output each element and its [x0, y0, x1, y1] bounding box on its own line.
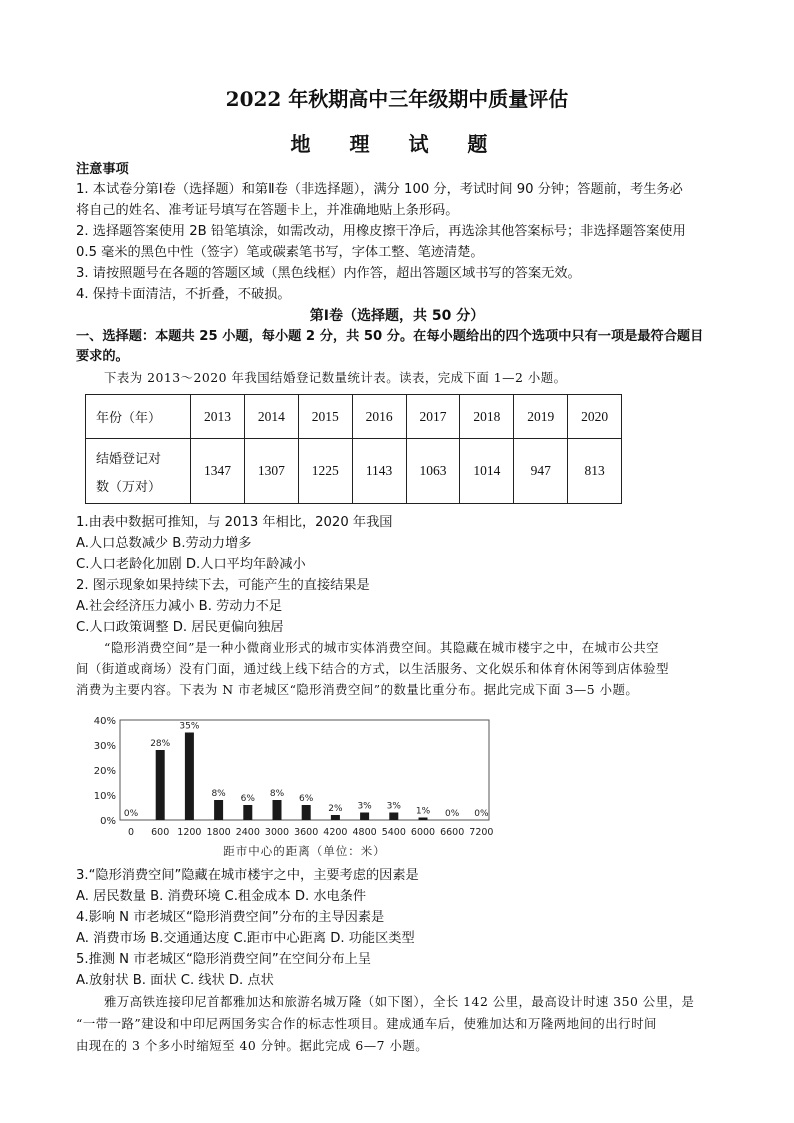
bar — [273, 800, 282, 820]
notice-line: 3. 请按照题号在各题的答题区域（黑色线框）内作答，超出答题区域书写的答案无效。 — [76, 266, 581, 281]
bar — [214, 800, 223, 820]
q1-stem: 1.由表中数据可推知，与 2013 年相比，2020 年我国 — [76, 515, 393, 530]
bar — [389, 813, 398, 821]
bar — [185, 733, 194, 821]
bar-value-label: 3% — [357, 801, 372, 812]
q2-options: C.人口政策调整 D. 居民更偏向独居 — [76, 620, 284, 635]
table-cell-value: 1225 — [298, 439, 352, 504]
table-cell-value: 1063 — [406, 439, 460, 504]
x-tick-label: 6600 — [440, 827, 465, 838]
bar-value-label: 2% — [328, 804, 343, 814]
bar-value-label: 0% — [474, 809, 489, 819]
notice-line: 0.5 毫米的黑色中性（签字）笔或碳素笔书写，字体工整、笔迹清楚。 — [76, 245, 484, 260]
table-cell-year: 2018 — [460, 395, 514, 439]
x-axis-label: 距市中心的距离（单位：米） — [223, 844, 386, 858]
y-tick-label: 40% — [93, 716, 116, 727]
q2-options: A.社会经济压力减小 B. 劳动力不足 — [76, 599, 283, 614]
bar-value-label: 28% — [150, 739, 171, 749]
table-cell-year: 2019 — [514, 395, 568, 439]
x-tick-label: 7200 — [469, 827, 494, 838]
x-tick-label: 600 — [151, 827, 170, 838]
table-header-year: 年份（年） — [86, 395, 191, 439]
q1-options: A.人口总数减少 B.劳动力增多 — [76, 536, 252, 551]
x-tick-label: 1200 — [177, 827, 202, 838]
q3-stem: 3.“隐形消费空间”隐藏在城市楼宇之中，主要考虑的因素是 — [76, 868, 419, 883]
passage-2: “隐形消费空间”是一种小微商业形式的城市实体消费空间。其隐藏在城市楼宇之中，在城市公共空 — [104, 640, 660, 655]
table-cell-value: 1347 — [191, 439, 245, 504]
table-cell-value: 1014 — [460, 439, 514, 504]
table-cell-year: 2016 — [352, 395, 406, 439]
q5-stem: 5.推测 N 市老城区“隐形消费空间”在空间分布上呈 — [76, 952, 372, 967]
passage-2: 消费为主要内容。下表为 N 市老城区“隐形消费空间”的数量比重分布。据此完成下面 3—5 小题。 — [76, 682, 639, 697]
bar — [302, 805, 311, 820]
section-heading: 第Ⅰ卷（选择题，共 50 分） — [309, 308, 485, 324]
marriage-table — [85, 394, 622, 504]
x-tick-label: 3000 — [264, 827, 290, 838]
y-tick-label: 30% — [93, 741, 116, 752]
x-tick-label: 2400 — [235, 827, 260, 838]
section-instruction: 一、选择题：本题共 25 小题，每小题 2 分，共 50 分。在每小题给出的四个选项中只有一项是最符合题目 — [76, 329, 704, 344]
x-tick-label: 6000 — [410, 827, 436, 838]
x-tick-label: 5400 — [381, 827, 406, 838]
x-tick-label: 0 — [127, 827, 135, 838]
bar-value-label: 8% — [211, 789, 226, 799]
bar-value-label: 0% — [445, 809, 460, 819]
table-cell-value: 1307 — [244, 439, 298, 504]
q4-options: A. 消费市场 B.交通通达度 C.距市中心距离 D. 功能区类型 — [76, 931, 415, 946]
table-cell-year: 2020 — [568, 395, 622, 439]
table-header-count-l1: 结婚登记对 — [96, 451, 162, 467]
bar-value-label: 8% — [269, 789, 285, 799]
table-header-count-l2: 数（万对） — [96, 479, 162, 495]
distance-bar-chart — [85, 712, 505, 864]
exam-subject: 地 理 试 题 — [290, 132, 504, 156]
bar-value-label: 1% — [415, 806, 431, 817]
y-tick-label: 20% — [93, 766, 116, 777]
table-cell-year: 2014 — [244, 395, 298, 439]
bar-value-label: 35% — [179, 721, 200, 732]
bar — [331, 815, 340, 820]
notice-line: 将自己的姓名、准考证号填写在答题卡上，并准确地贴上条形码。 — [76, 203, 459, 218]
notice-line: 2. 选择题答案使用 2B 铅笔填涂，如需改动，用橡皮擦干净后，再选涂其他答案标号；非选择题答案使用 — [76, 224, 686, 239]
x-tick-label: 3600 — [294, 827, 319, 838]
passage-intro-1: 下表为 2013～2020 年我国结婚登记数量统计表。读表，完成下面 1—2 小题。 — [104, 370, 567, 385]
table-header-count — [86, 439, 191, 504]
notice-line: 1. 本试卷分第Ⅰ卷（选择题）和第Ⅱ卷（非选择题），满分 100 分，考试时间 90 分钟；答题前，考生务必 — [76, 182, 683, 197]
q4-stem: 4.影响 N 市老城区“隐形消费空间”分布的主导因素是 — [76, 910, 385, 925]
bar-value-label: 6% — [240, 794, 255, 804]
table-cell-value: 947 — [514, 439, 568, 504]
bar — [156, 750, 165, 820]
x-tick-label: 1800 — [206, 827, 231, 838]
bar-value-label: 3% — [386, 801, 401, 812]
q5-options: A.放射状 B. 面状 C. 线状 D. 点状 — [76, 973, 274, 988]
notice-line: 4. 保持卡面清洁，不折叠，不破损。 — [76, 287, 291, 302]
y-tick-label: 0% — [100, 816, 116, 827]
passage-2: 间（街道或商场）没有门面，通过线上线下结合的方式，以生活服务、文化娱乐和体育休闲等到店体验型 — [76, 661, 669, 676]
q2-stem: 2. 图示现象如果持续下去，可能产生的直接结果是 — [76, 578, 370, 593]
table-cell-year: 2013 — [191, 395, 245, 439]
bar — [360, 813, 369, 821]
exam-title: 2022 年秋期高中三年级期中质量评估 — [225, 87, 569, 111]
table-cell-year: 2015 — [298, 395, 352, 439]
table-cell-year: 2017 — [406, 395, 460, 439]
q1-options: C.人口老龄化加剧 D.人口平均年龄减小 — [76, 557, 306, 572]
table-cell-value: 1143 — [352, 439, 406, 504]
bar — [419, 818, 428, 821]
passage-3: 雅万高铁连接印尼首都雅加达和旅游名城万隆（如下图），全长 142 公里，最高设计时速 350 公里，是 — [104, 994, 695, 1009]
x-tick-label: 4200 — [323, 827, 348, 838]
passage-3: “一带一路”建设和中印尼两国务实合作的标志性项目。建成通车后，使雅加达和万隆两地间的出行时间 — [76, 1016, 657, 1031]
y-tick-label: 10% — [93, 791, 116, 802]
passage-3: 由现在的 3 个多小时缩短至 40 分钟。据此完成 6—7 小题。 — [76, 1038, 429, 1053]
bar-value-label: 6% — [299, 794, 314, 804]
bar — [243, 805, 252, 820]
table-cell-value: 813 — [568, 439, 622, 504]
bar-value-label: 0% — [123, 809, 139, 819]
section-instruction-cont: 要求的。 — [76, 349, 129, 364]
notice-heading: 注意事项 — [76, 162, 129, 177]
q3-options: A. 居民数量 B. 消费环境 C.租金成本 D. 水电条件 — [76, 889, 367, 904]
x-tick-label: 4800 — [352, 827, 377, 838]
